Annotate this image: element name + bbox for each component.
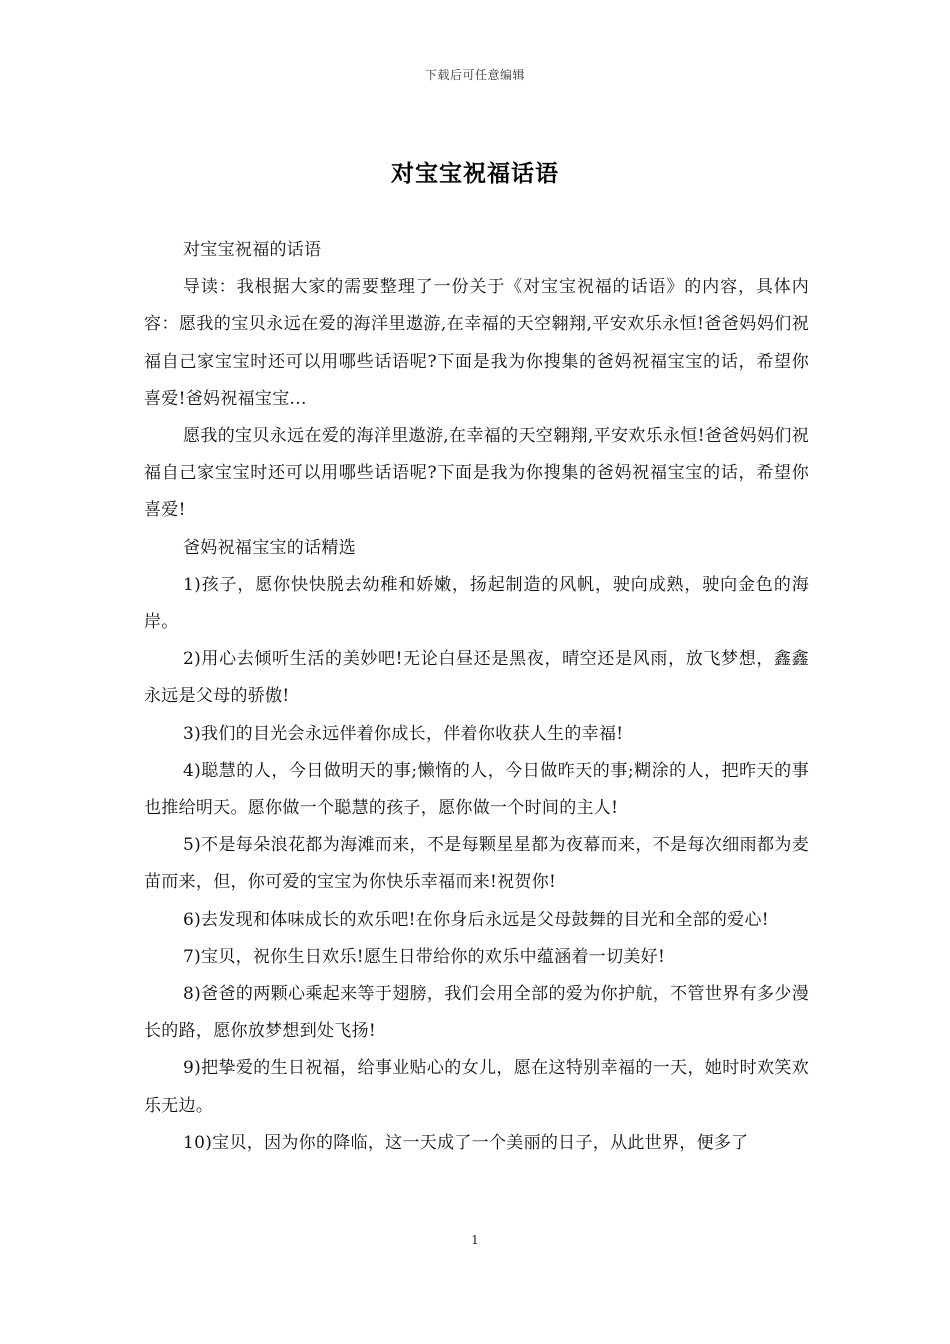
list-item: 8)爸爸的两颗心乘起来等于翅膀，我们会用全部的爱为你护航，不管世界有多少漫长的路，愿你放梦想到处飞扬! <box>144 984 809 1042</box>
paragraph-intro: 导读：我根据大家的需要整理了一份关于《对宝宝祝福的话语》的内容，具体内容：愿我的宝贝永远在爱的海洋里遨游,在幸福的天空翱翔,平安欢乐永恒!爸爸妈妈们祝福自己家宝宝时还可以用哪些话语呢?下面是我为你搜集的爸妈祝福宝宝的话，希望你喜爱!爸妈祝福宝宝... <box>144 277 809 409</box>
document-body <box>144 232 809 1162</box>
list-item: 1)孩子，愿你快快脱去幼稚和娇嫩，扬起制造的风帆，驶向成熟，驶向金色的海岸。 <box>144 574 809 633</box>
list-item: 9)把挚爱的生日祝福，给事业贴心的女儿，愿在这特别幸福的一天，她时时欢笑欢乐无边。 <box>144 1058 809 1116</box>
page-number: 1 <box>471 1233 479 1247</box>
paragraph: 愿我的宝贝永远在爱的海洋里遨游,在幸福的天空翱翔,平安欢乐永恒!爸爸妈妈们祝福自己家宝宝时还可以用哪些话语呢?下面是我为你搜集的爸妈祝福宝宝的话，希望你喜爱! <box>144 426 809 521</box>
list-item: 10)宝贝，因为你的降临，这一天成了一个美丽的日子，从此世界，便多了 <box>183 1132 749 1153</box>
section-heading: 爸妈祝福宝宝的话精选 <box>183 537 356 558</box>
list-item: 3)我们的目光会永远伴着你成长，伴着你收获人生的幸福! <box>183 723 624 744</box>
list-item: 2)用心去倾听生活的美妙吧!无论白昼还是黑夜，晴空还是风雨，放飞梦想，鑫鑫永远是父母的骄傲! <box>144 649 809 707</box>
list-item: 6)去发现和体味成长的欢乐吧!在你身后永远是父母鼓舞的目光和全部的爱心! <box>183 909 769 930</box>
document-title: 对宝宝祝福话语 <box>391 160 559 187</box>
list-item: 7)宝贝，祝你生日欢乐!愿生日带给你的欢乐中蕴涵着一切美好! <box>183 946 666 967</box>
paragraph-subtitle: 对宝宝祝福的话语 <box>183 240 322 260</box>
list-item: 5)不是每朵浪花都为海滩而来，不是每颗星星都为夜幕而来，不是每次细雨都为麦苗而来，但，你可爱的宝宝为你快乐幸福而来!祝贺你! <box>144 835 809 893</box>
list-item: 4)聪慧的人，今日做明天的事;懒惰的人，今日做昨天的事;糊涂的人，把昨天的事也推给明天。愿你做一个聪慧的孩子，愿你做一个时间的主人! <box>144 760 809 819</box>
header-note: 下载后可任意编辑 <box>424 68 525 82</box>
